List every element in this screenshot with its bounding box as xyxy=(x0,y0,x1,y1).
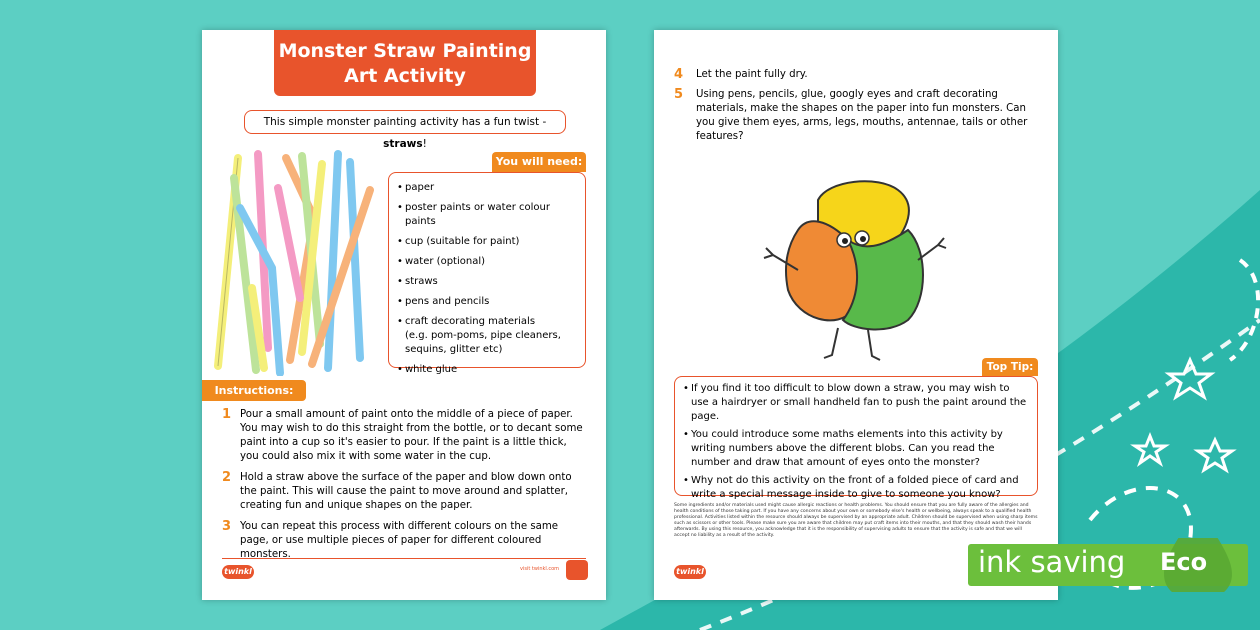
materials-list xyxy=(388,172,586,375)
list-item-text: • cup (suitable for paint) xyxy=(405,236,520,247)
step-text: Hold a straw above the surface of the paper and blow down onto the paint. This will cause the paint to move around and splatter, creating fun and unique shapes on the paper. xyxy=(240,472,572,511)
list-item-text: • If you find it too difficult to blow down a straw, you may wish to use a hairdryer or small handheld fan to push the paint around the page. xyxy=(691,383,1027,422)
instructions-heading: Instructions: xyxy=(202,380,306,401)
footer-divider xyxy=(222,558,586,559)
list-item xyxy=(397,201,577,229)
worksheet-page-1 xyxy=(202,30,606,600)
step-number: 4 xyxy=(674,67,684,82)
intro-box xyxy=(244,110,566,150)
twinkl-logo: twinkl xyxy=(222,565,254,579)
list-item-text: • Why not do this activity on the front of a folded piece of card and write a special message inside to give to someone you know? xyxy=(691,475,1019,500)
list-item xyxy=(683,382,1029,424)
list-item xyxy=(683,428,1029,470)
list-item xyxy=(683,474,1029,502)
monster-illustration xyxy=(758,170,948,370)
step-number: 3 xyxy=(222,519,232,534)
top-tip-heading: Top Tip: xyxy=(982,358,1038,376)
list-item xyxy=(397,235,577,249)
list-item-text: • You could introduce some maths elements into this activity by writing numbers above the different blobs. Can you read the number and draw that amount of eyes onto the monster? xyxy=(691,429,1003,468)
list-item-text: • pens and pencils xyxy=(405,296,490,307)
step-text: Using pens, pencils, glue, googly eyes and craft decorating materials, make the shapes on the paper into fun monsters. Can you give them eyes, arms, legs, mouths, antennae, tails or other features? xyxy=(696,89,1028,142)
list-item-text: • white glue xyxy=(405,364,458,375)
list-item xyxy=(397,295,577,309)
step-number: 5 xyxy=(674,87,684,102)
list-item-text: • craft decorating materials xyxy=(405,316,536,327)
need-heading: You will need: xyxy=(492,152,586,172)
step-4 xyxy=(674,68,1044,82)
brand-badge-icon xyxy=(566,560,588,580)
step-text: You can repeat this process with different colours on the same page, or use multiple pieces of paper for different coloured monsters. xyxy=(240,521,559,560)
worksheet-page-2 xyxy=(654,30,1058,600)
list-item-text: • straws xyxy=(405,276,438,287)
intro-text: This simple monster painting activity has a fun twist - xyxy=(263,116,547,128)
intro-bold: straws xyxy=(383,138,423,150)
step-3 xyxy=(222,520,584,562)
twinkl-logo: twinkl xyxy=(674,565,706,579)
step-number: 2 xyxy=(222,470,232,485)
list-item xyxy=(397,255,577,269)
list-item-text: (e.g. pom-poms, pipe cleaners, xyxy=(405,330,561,341)
eco-label: Eco xyxy=(1160,548,1208,576)
step-text: Let the paint fully dry. xyxy=(696,69,808,80)
step-1 xyxy=(222,408,584,464)
step-text: Pour a small amount of paint onto the middle of a piece of paper. You may wish to do this straight from the bottle, or to decant some paint into a cup so it's easier to pour. If the paint is a little thick, you could also mix it with some water in the cup. xyxy=(240,409,583,462)
step-2 xyxy=(222,471,584,513)
step-number: 1 xyxy=(222,407,232,422)
visit-link: visit twinkl.com xyxy=(520,566,560,572)
list-item xyxy=(397,181,577,195)
top-tip-box xyxy=(674,376,1038,500)
straws-illustration xyxy=(210,148,380,376)
list-item xyxy=(397,315,577,357)
title-line-1: Monster Straw Painting xyxy=(278,40,532,62)
title-line-2: Art Activity xyxy=(344,65,466,87)
step-5 xyxy=(674,88,1044,144)
list-item-text: • water (optional) xyxy=(405,256,485,267)
list-item xyxy=(397,275,577,289)
list-item-text: • poster paints or water colour paints xyxy=(405,202,550,227)
list-item-text: sequins, glitter etc) xyxy=(405,344,503,355)
ink-saving-label: ink saving xyxy=(978,545,1126,579)
page-title xyxy=(274,30,536,96)
list-item xyxy=(397,363,577,377)
intro-suffix: ! xyxy=(422,138,427,150)
list-item-text: • paper xyxy=(405,182,435,193)
disclaimer-text: Some ingredients and/or materials used might cause allergic reactions or health problems. You should ensure that you are fully aware of the allergies and health conditions of those taking part. If you have any concerns about your own or somebody else's health or wellbeing, always speak to a qualified health professional. Activities listed within the resource should always be supervised by an appropriate adult. Children should be supervised when using sharp items such as scissors or other tools. Please make sure you are aware that children may put craft items into their mouths, and that they should wash their hands afterwards. By using this resource, you acknowledge that it is the responsibility of supervising adults to ensure that the activity is safe and that we will accept no liability as a result of the activity. xyxy=(674,503,1038,538)
